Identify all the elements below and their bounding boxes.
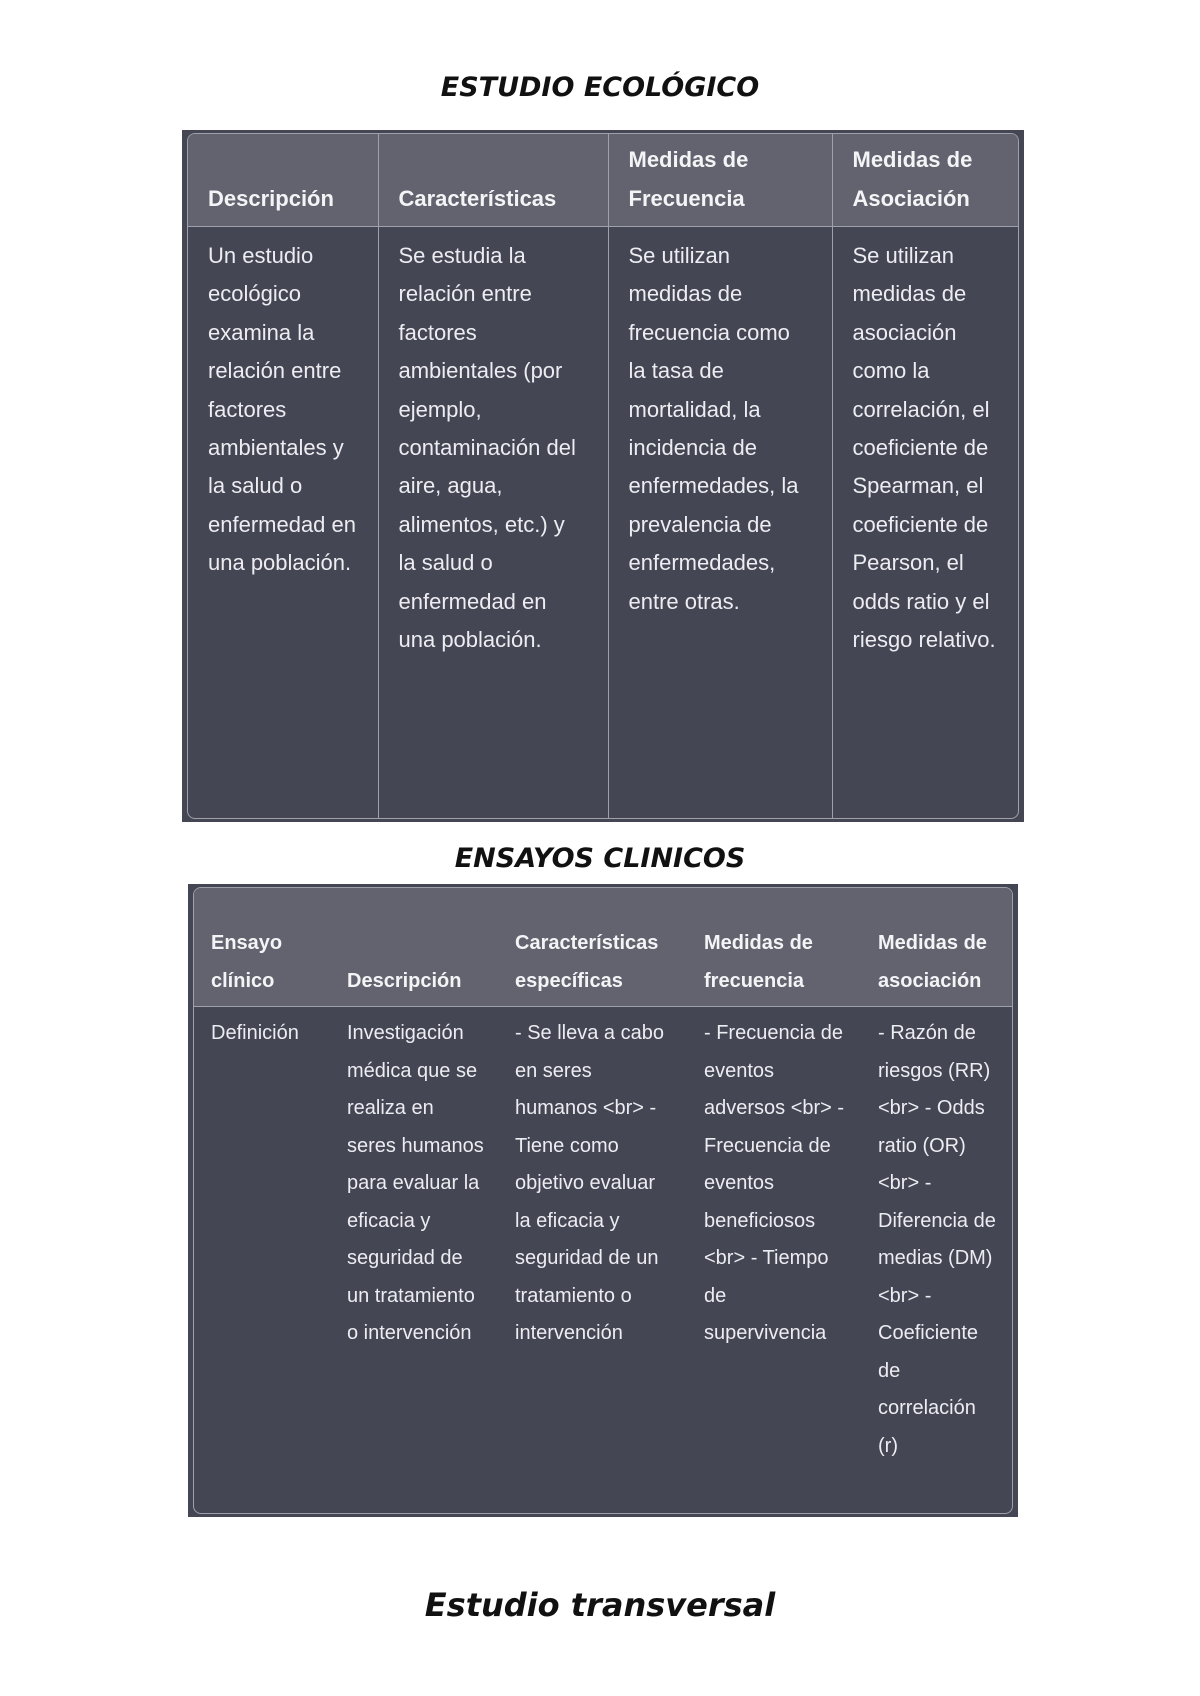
clinical-trials-table-border	[193, 887, 1013, 1514]
cell-medidas-asociacion: Se utilizan medidas de asociación como la correlación, el coeficiente de Spearman, el coeficiente de Pearson, el odds ratio y el riesgo relativo.	[832, 227, 1018, 819]
ecological-study-table-border	[187, 133, 1019, 819]
header-descripcion: Descripción	[330, 888, 498, 1007]
title-cross-sectional-study: Estudio transversal	[424, 1586, 776, 1624]
cell-caracteristicas: Se estudia la relación entre factores ambientales (por ejemplo, contaminación del aire, agua, alimentos, etc.) y la salud o enfermedad en una población.	[378, 227, 608, 819]
table-header-row	[194, 888, 1012, 1007]
cell-medidas-frecuencia: Se utilizan medidas de frecuencia como la tasa de mortalidad, la incidencia de enfermedades, la prevalencia de enfermedades, entre otras.	[608, 227, 832, 819]
ecological-study-table-frame	[182, 130, 1024, 822]
header-ensayo-clinico: Ensayo clínico	[194, 888, 330, 1007]
cell-descripcion: Un estudio ecológico examina la relación entre factores ambientales y la salud o enfermedad en una población.	[208, 243, 356, 576]
header-medidas-frecuencia: Medidas de frecuencia	[687, 888, 861, 1007]
table-row	[188, 227, 1018, 819]
cell-descripcion: Investigación médica que se realiza en seres humanos para evaluar la eficacia y seguridad de un tratamiento o intervención	[347, 1022, 484, 1344]
cell-medidas-frecuencia: - Frecuencia de eventos adversos <br> - Frecuencia de eventos beneficiosos <br> - Tiempo de supervivencia	[704, 1022, 845, 1344]
header-medidas-asociacion: Medidas de Asociación	[832, 134, 1018, 227]
table-row	[194, 1007, 1012, 1514]
header-medidas-frecuencia: Medidas de Frecuencia	[608, 134, 832, 227]
cell-caracteristicas-especificas: - Se lleva a cabo en seres humanos <br> - Tiene como objetivo evaluar la eficacia y seguridad de un tratamiento o intervención	[515, 1022, 664, 1344]
ecological-study-table	[188, 134, 1018, 818]
clinical-trials-table	[194, 888, 1012, 1513]
title-ecological-study: ESTUDIO ECOLÓGICO	[440, 72, 760, 103]
header-medidas-asociacion: Medidas de asociación	[861, 888, 1012, 1007]
cell-medidas-asociacion: - Razón de riesgos (RR) <br> - Odds ratio (OR) <br> - Diferencia de medias (DM) <br> - Coeficiente de correlación (r)	[878, 1022, 996, 1457]
clinical-trials-table-frame	[188, 884, 1018, 1517]
header-caracteristicas: Características	[378, 134, 608, 227]
table-header-row	[188, 134, 1018, 227]
header-caracteristicas-especificas: Características específicas	[498, 888, 687, 1007]
cell-definicion: Definición	[211, 1022, 299, 1044]
header-descripcion: Descripción	[188, 134, 378, 227]
title-clinical-trials: ENSAYOS CLINICOS	[454, 843, 746, 874]
